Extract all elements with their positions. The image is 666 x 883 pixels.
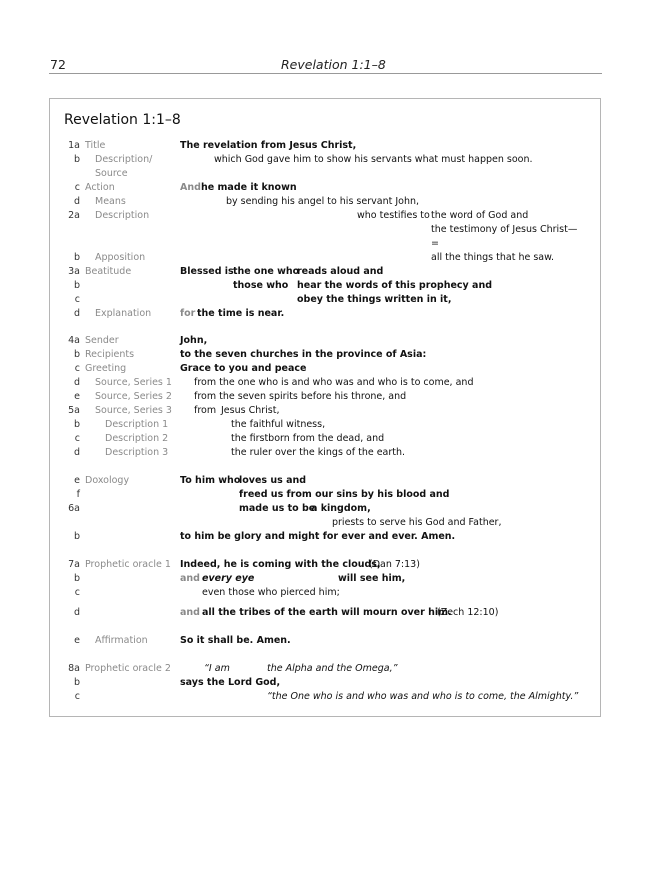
function-label: Description bbox=[95, 210, 150, 221]
function-label: Source, Series 3 bbox=[95, 405, 172, 416]
function-label: Source, Series 1 bbox=[95, 377, 172, 388]
text-segment: made us to be bbox=[239, 503, 316, 514]
verse-number: c bbox=[74, 587, 80, 598]
running-title: Revelation 1:1–8 bbox=[281, 57, 386, 72]
text-segment: To him who bbox=[180, 475, 241, 486]
function-label: Description 2 bbox=[105, 433, 169, 444]
text-segment: the ruler over the kings of the earth. bbox=[231, 447, 406, 458]
verse-number: c bbox=[74, 182, 80, 193]
header-rule bbox=[49, 73, 602, 74]
text-segment: = bbox=[431, 238, 439, 249]
verse-number: 1a bbox=[68, 140, 80, 151]
text-segment: the one who bbox=[233, 266, 300, 277]
function-label: Action bbox=[85, 182, 115, 193]
verse-number: 3a bbox=[68, 266, 80, 277]
text-segment: which God gave him to show his servants what must happen soon. bbox=[214, 154, 533, 165]
function-label: Doxology bbox=[85, 475, 130, 486]
function-label: Sender bbox=[85, 335, 119, 346]
function-label: Title bbox=[85, 140, 106, 151]
text-segment: So it shall be. Amen. bbox=[180, 635, 291, 646]
verse-number: c bbox=[74, 294, 80, 305]
verse-number: 5a bbox=[68, 405, 80, 416]
text-segment: who testifies to bbox=[357, 210, 430, 221]
text-segment: reads aloud and bbox=[297, 266, 384, 277]
verse-number: 4a bbox=[68, 335, 80, 346]
text-segment: will see him, bbox=[338, 573, 406, 584]
verse-number: 2a bbox=[68, 210, 80, 221]
function-label: Description 3 bbox=[105, 447, 169, 458]
verse-number: e bbox=[74, 475, 80, 486]
verse-number: b bbox=[73, 531, 80, 542]
text-segment: “I am bbox=[204, 663, 230, 674]
function-label: Prophetic oracle 2 bbox=[85, 663, 171, 674]
text-segment: Grace to you and peace bbox=[180, 363, 307, 374]
function-label: Description/ bbox=[95, 154, 153, 165]
function-label: Apposition bbox=[95, 252, 146, 263]
text-segment: “the One who is and who was and who is to come, the Almighty.” bbox=[267, 691, 579, 702]
text-segment: John, bbox=[180, 335, 208, 346]
verse-number: c bbox=[74, 363, 80, 374]
text-segment: all the things that he saw. bbox=[431, 252, 555, 263]
text-segment: by sending his angel to his servant John, bbox=[226, 196, 420, 207]
function-label: Explanation bbox=[95, 308, 152, 319]
text-segment: from bbox=[194, 405, 217, 416]
text-segment: all the tribes of the earth will mourn over him. bbox=[202, 607, 452, 618]
text-segment: a kingdom, bbox=[311, 503, 371, 514]
text-segment: for bbox=[180, 308, 196, 319]
text-segment: freed us from our sins by his blood and bbox=[239, 489, 450, 500]
verse-number: b bbox=[73, 154, 80, 165]
text-segment: the word of God and bbox=[431, 210, 529, 221]
text-segment: the firstborn from the dead, and bbox=[231, 433, 385, 444]
text-segment: Indeed, he is coming with the clouds, bbox=[180, 559, 381, 570]
verse-number: c bbox=[74, 691, 80, 702]
verse-number: d bbox=[73, 196, 80, 207]
verse-number: d bbox=[73, 447, 80, 458]
verse-number: c bbox=[74, 433, 80, 444]
text-segment: the testimony of Jesus Christ— bbox=[431, 224, 578, 235]
text-segment: even those who pierced him; bbox=[202, 587, 340, 598]
function-label: Recipients bbox=[85, 349, 135, 360]
verse-number: b bbox=[73, 419, 80, 430]
text-segment: and bbox=[180, 607, 200, 618]
text-segment: from the one who is and who was and who is to come, and bbox=[194, 377, 474, 388]
text-segment: every eye bbox=[202, 573, 255, 584]
text-segment: the Alpha and the Omega,” bbox=[267, 663, 398, 674]
verse-number: b bbox=[73, 573, 80, 584]
text-segment: The revelation from Jesus Christ, bbox=[180, 140, 357, 151]
verse-number: 7a bbox=[68, 559, 80, 570]
text-segment: from the seven spirits before his throne, and bbox=[194, 391, 407, 402]
text-segment: those who bbox=[233, 280, 289, 291]
verse-number: 8a bbox=[68, 663, 80, 674]
text-segment: to the seven churches in the province of Asia: bbox=[180, 349, 427, 360]
verse-number: d bbox=[73, 308, 80, 319]
verse-number: e bbox=[74, 391, 80, 402]
verse-number: d bbox=[73, 377, 80, 388]
function-label: Prophetic oracle 1 bbox=[85, 559, 171, 570]
function-label: Beatitude bbox=[85, 266, 132, 277]
function-label: Affirmation bbox=[95, 635, 148, 646]
text-segment: the faithful witness, bbox=[231, 419, 326, 430]
function-label: Source, Series 2 bbox=[95, 391, 172, 402]
text-segment: Jesus Christ, bbox=[221, 405, 280, 416]
verse-number: b bbox=[73, 677, 80, 688]
text-segment: priests to serve his God and Father, bbox=[332, 517, 502, 528]
text-segment: Blessed is bbox=[180, 266, 234, 277]
scripture-reference: (Zech 12:10) bbox=[437, 607, 499, 618]
verse-number: b bbox=[73, 280, 80, 291]
function-label: Means bbox=[95, 196, 126, 207]
text-segment: to him be glory and might for ever and ever. Amen. bbox=[180, 531, 456, 542]
function-label: Description 1 bbox=[105, 419, 169, 430]
verse-number: d bbox=[73, 607, 80, 618]
text-segment: obey the things written in it, bbox=[297, 294, 452, 305]
text-segment: and bbox=[180, 573, 200, 584]
text-segment: hear the words of this prophecy and bbox=[297, 280, 493, 291]
verse-number: b bbox=[73, 349, 80, 360]
box-title: Revelation 1:1–8 bbox=[64, 112, 181, 128]
page-number: 72 bbox=[50, 57, 66, 72]
verse-number: e bbox=[74, 635, 80, 646]
text-segment: says the Lord God, bbox=[180, 677, 281, 688]
text-segment: the time is near. bbox=[197, 308, 285, 319]
verse-number: 6a bbox=[68, 503, 80, 514]
scripture-reference: (Dan 7:13) bbox=[369, 559, 420, 570]
verse-number: b bbox=[73, 252, 80, 263]
text-segment: loves us and bbox=[239, 475, 307, 486]
function-label: Source bbox=[95, 168, 128, 179]
verse-number: f bbox=[76, 489, 80, 500]
function-label: Greeting bbox=[85, 363, 127, 374]
text-segment: And bbox=[180, 182, 201, 193]
text-segment: he made it known bbox=[201, 182, 297, 193]
